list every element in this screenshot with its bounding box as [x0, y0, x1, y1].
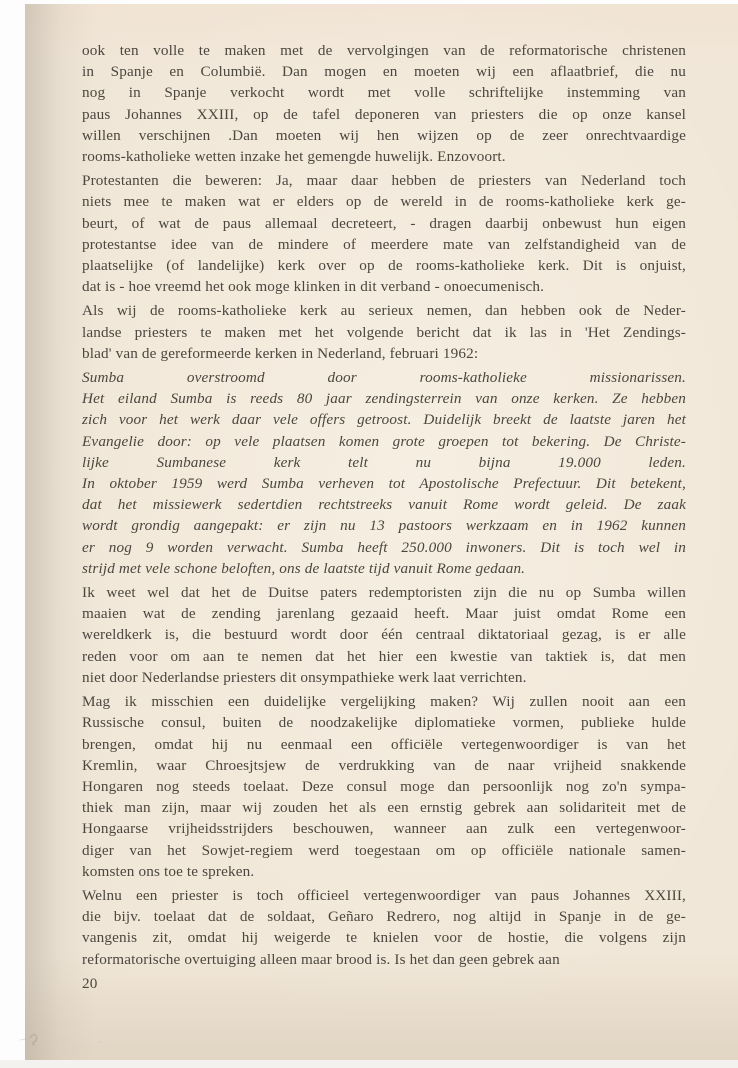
text-line: willen verschijnen .Dan moeten wij hen wijzen op de zeer onrechtvaardige [82, 126, 686, 144]
text-block [82, 40, 686, 994]
text-line: wereldkerk is, die bestuurd wordt door één centraal diktatoriaal gezag, is er alle [82, 626, 686, 644]
text-line: zich voor het werk daar vele offers getroost. Duidelijk breekt de laatste jaren het [82, 411, 686, 429]
text-line: Het eiland Sumba is reeds 80 jaar zendingsterrein van onze kerken. Ze hebben [82, 390, 686, 408]
text-line: Sumba overstroomd door rooms-katholieke missionarissen. [82, 369, 686, 387]
book-page [25, 4, 738, 1060]
paragraph [82, 691, 686, 882]
text-line: Ik weet wel dat het de Duitse paters redemptoristen zijn die nu op Sumba willen [82, 584, 686, 602]
text-line: Evangelie door: op vele plaatsen komen grote groepen tot bekering. De Christe- [82, 432, 686, 450]
text-line: brengen, omdat hij nu eenmaal een officiële vertegenwoordiger is van het [82, 735, 686, 753]
text-line: vangenis zit, omdat hij weigerde te knielen voor de hostie, die volgens zijn [82, 929, 686, 947]
text-line: Hongaren nog steeds toelaat. Deze consul moge dan persoonlijk nog zo'n sympa- [82, 777, 686, 795]
text-line: paus Johannes XXIII, op de tafel deponeren van priesters die op onze kansel [82, 105, 686, 123]
paragraph [82, 300, 686, 364]
text-line: plaatselijke (of landelijke) kerk over op de rooms-katholieke kerk. Dit is onjuist, [82, 257, 686, 275]
text-line: reformatorische overtuiging alleen maar brood is. Is het dan geen gebrek aan [82, 950, 560, 968]
text-line: Protestanten die beweren: Ja, maar daar hebben de priesters van Nederland toch [82, 172, 686, 190]
text-line: niets mee te maken wat er elders op de wereld in de rooms-katholieke kerk ge- [82, 193, 686, 211]
text-line: Hongaarse vrijheidsstrijders beschouwen, wanneer aan zulk een vertegenwoor- [82, 820, 686, 838]
paragraph [82, 40, 686, 167]
text-line: in Spanje en Columbië. Dan mogen en moeten wij een aflaatbrief, die nu [82, 63, 686, 81]
paragraph [82, 170, 686, 297]
text-line: strijd met vele schone beloften, ons de laatste tijd vanuit Rome gedaan. [82, 559, 526, 577]
text-line: In oktober 1959 werd Sumba verheven tot Apostolische Prefectuur. Dit betekent, [82, 475, 686, 493]
pencil-mark [8, 1022, 128, 1052]
text-line: Mag ik misschien een duidelijke vergelijking maken? Wij zullen nooit aan een [82, 693, 686, 711]
text-line: die bijv. toelaat dat de soldaat, Geñaro Redrero, nog altijd in Spanje in de ge- [82, 908, 686, 926]
paragraph [82, 582, 686, 688]
text-line: nog in Spanje verkocht wordt met volle schriftelijke instemming van [82, 84, 686, 102]
text-line: dat het missiewerk sedertdien rechtstreeks vanuit Rome wordt geleid. De zaak [82, 496, 686, 514]
text-line: diger van het Sowjet-regiem werd toegestaan om op officiële nationale samen- [82, 841, 686, 859]
text-line: rooms-katholieke wetten inzake het gemengde huwelijk. Enzovoort. [82, 148, 506, 166]
text-line: Als wij de rooms-katholieke kerk au serieux nemen, dan hebben ook de Neder- [82, 302, 686, 320]
scan-bottom-edge [0, 1060, 738, 1068]
text-line: wordt grondig aangepakt: er zijn nu 13 pastoors werkzaam en in 1962 kunnen [82, 517, 686, 535]
paragraphs-container [82, 40, 686, 970]
text-line: blad' van de gereformeerde kerken in Nederland, februari 1962: [82, 344, 479, 362]
text-line: ook ten volle te maken met de vervolgingen van de reformatorische christenen [82, 42, 686, 59]
text-line: Welnu een priester is toch officieel vertegenwoordiger van paus Johannes XXIII, [82, 886, 686, 904]
page-number: 20 [82, 974, 98, 992]
text-line: dat is - hoe vreemd het ook moge klinken in dit verband - onoecumenisch. [82, 278, 545, 296]
text-line: maaien wat de zending jarenlang gezaaid heeft. Maar juist omdat Rome een [82, 605, 686, 623]
text-line: lijke Sumbanese kerk telt nu bijna 19.000 leden. [82, 453, 686, 471]
paragraph [82, 885, 686, 970]
text-line: protestantse idee van de mindere of meerdere mate van zelfstandigheid van de [82, 235, 686, 253]
text-line: er nog 9 worden verwacht. Sumba heeft 250.000 inwoners. Dit is toch wel in [82, 538, 686, 556]
paragraph [82, 367, 686, 579]
text-line: komsten ons toe te spreken. [82, 862, 255, 880]
text-line: thiek man zijn, maar wij zouden het als een ernstig gebrek aan solidariteit met de [82, 799, 686, 817]
text-line: beurt, of wat de paus allemaal decreteert, - dragen daarbij onbewust hun eigen [82, 214, 686, 232]
text-line: landse priesters te maken met het volgende bericht dat ik las in 'Het Zendings- [82, 323, 686, 341]
text-line: reden voor om aan te nemen dat het hier een kwestie van taktiek is, dat men [82, 647, 686, 665]
text-line: niet door Nederlandse priesters dit onsympathieke werk laat verrichten. [82, 668, 527, 686]
text-line: Russische consul, buiten de noodzakelijke diplomatieke vormen, publieke hulde [82, 714, 686, 732]
text-line: Kremlin, waar Chroesjtsjew de verdrukking van de naar vrijheid snakkende [82, 756, 686, 774]
